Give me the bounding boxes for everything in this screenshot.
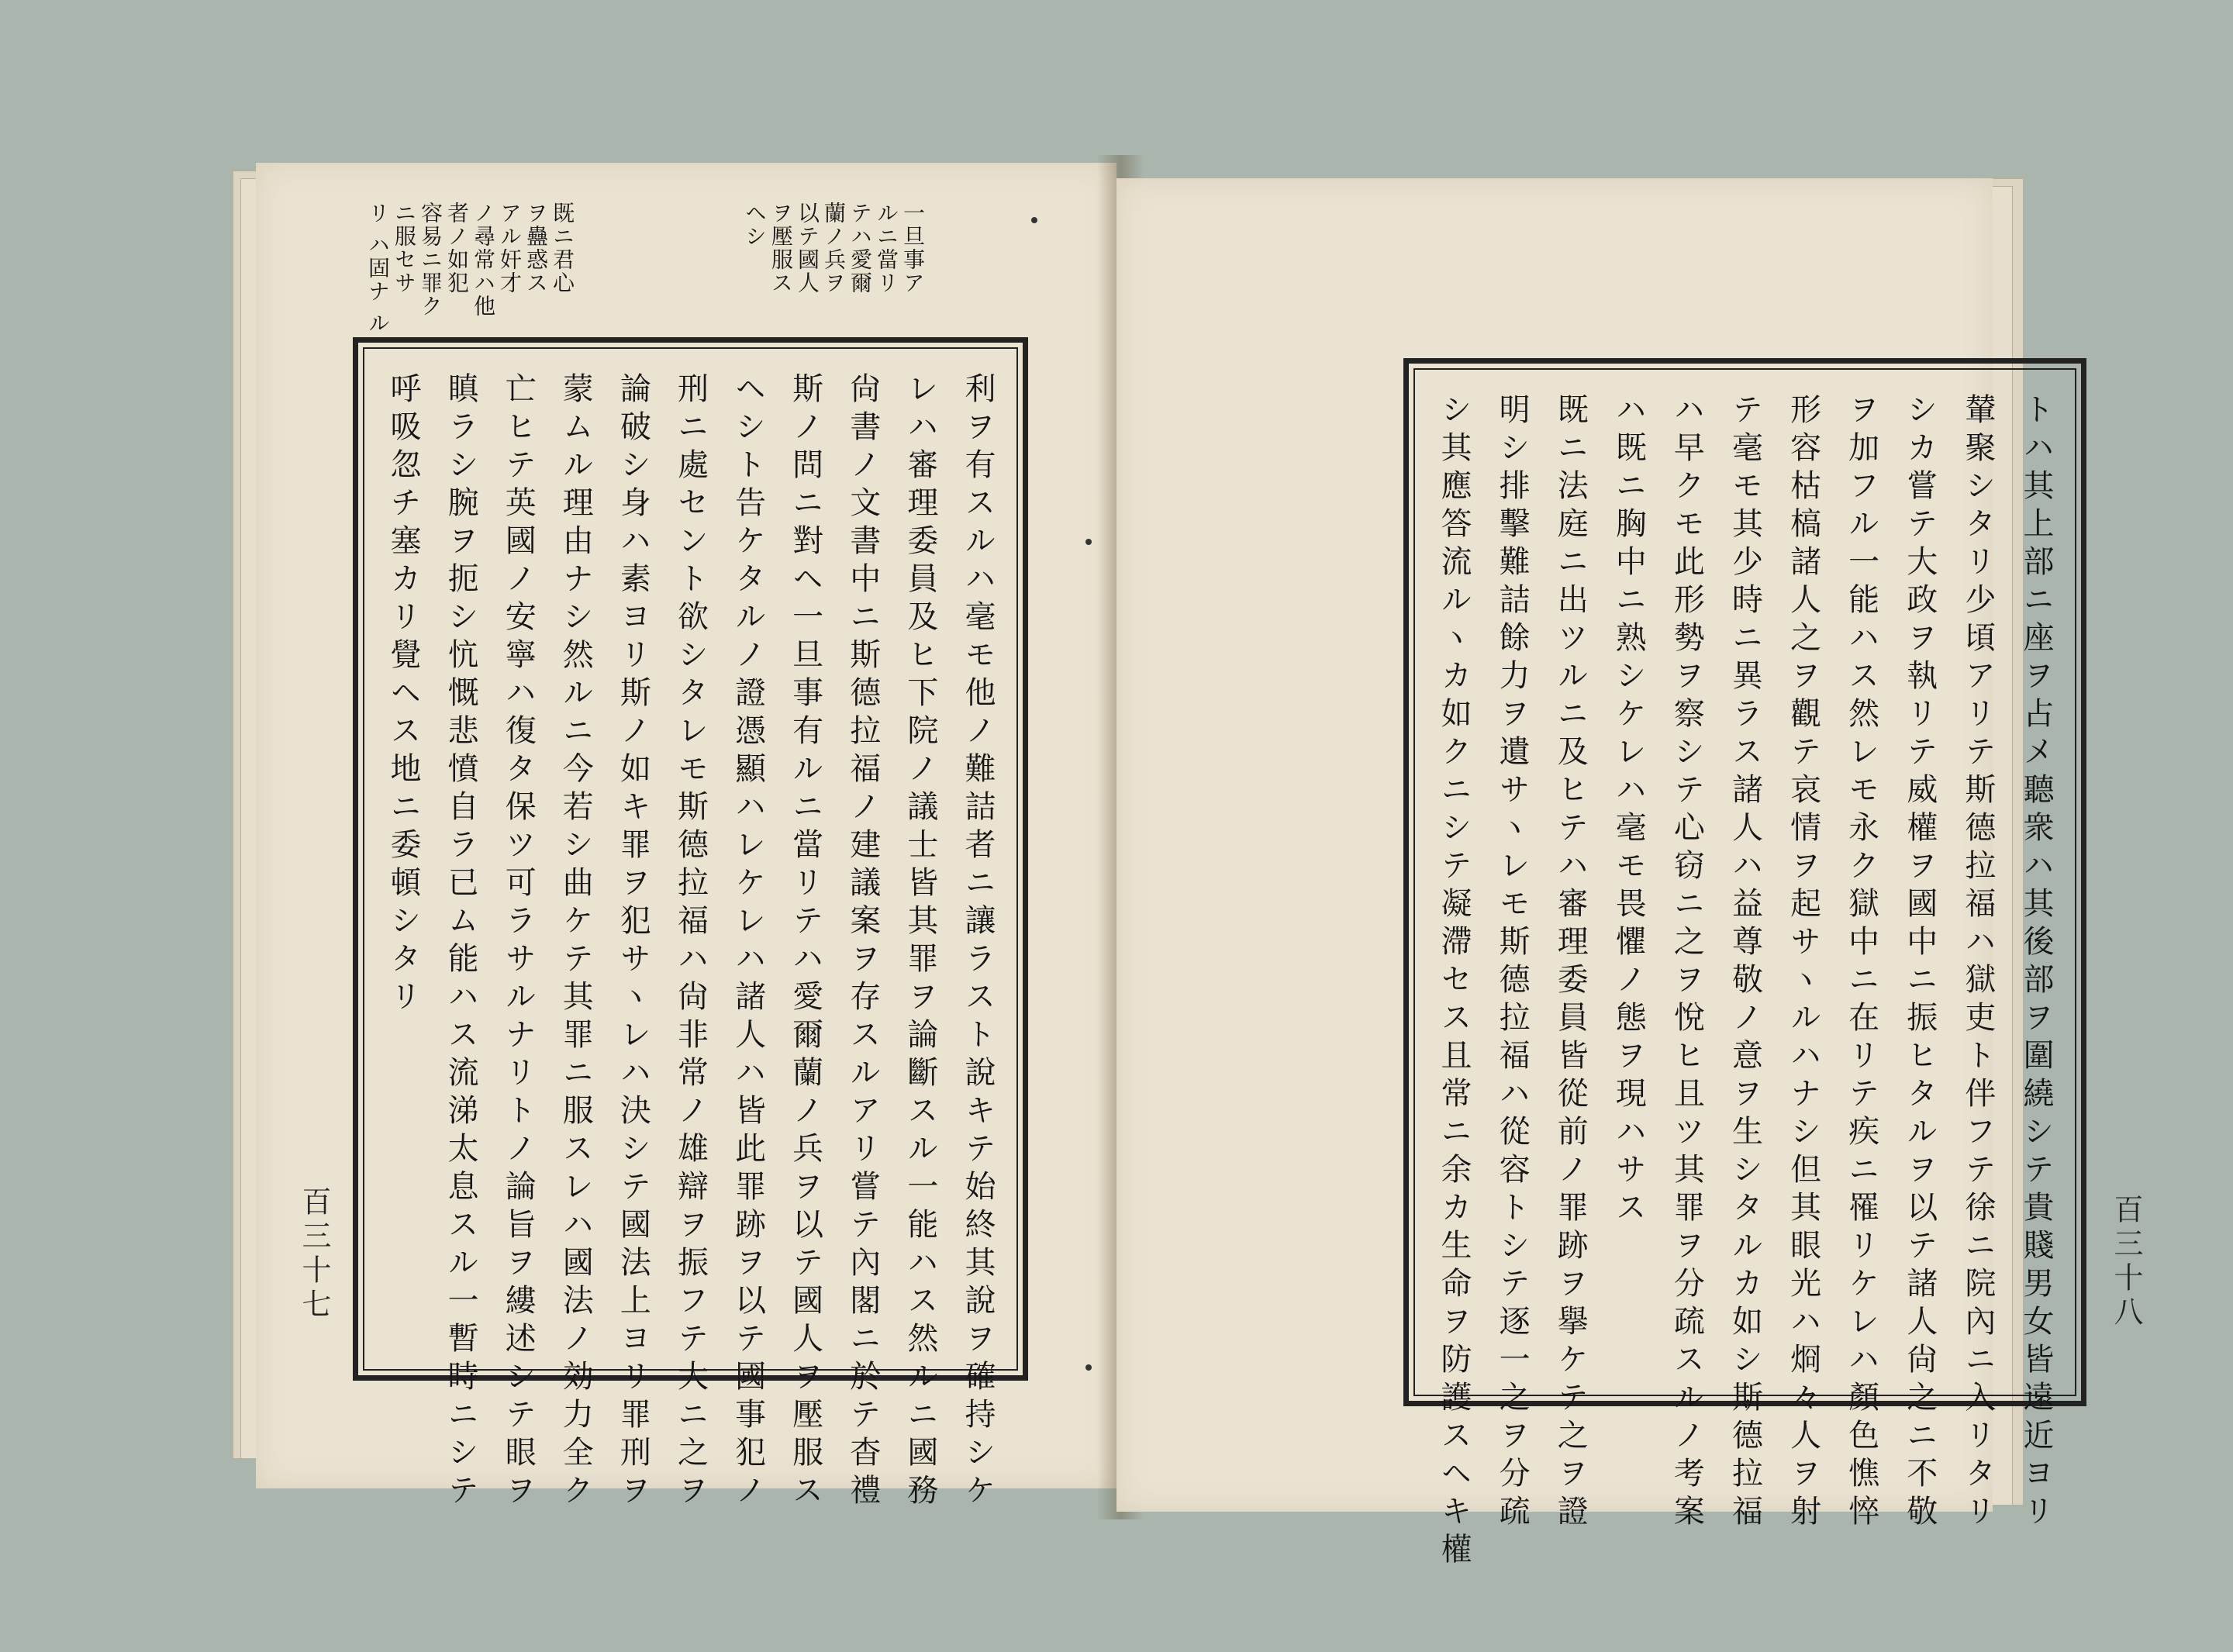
text-column: 瞋ラシ腕ヲ扼シ忼慨悲憤自ラ已ム能ハス流涕太息スル一暫時ニシテ bbox=[443, 372, 479, 1512]
text-column: 利ヲ有スルハ毫モ他ノ難詰者ニ讓ラスト說キテ始終其說ヲ確持シケ bbox=[959, 372, 996, 1512]
margin-note: ヘシ bbox=[742, 202, 768, 248]
text-frame-right bbox=[1403, 358, 2086, 1571]
binding-hole bbox=[1085, 1364, 1092, 1371]
text-column: 輦聚シタリ少頃アリテ斯德拉福ハ獄吏ト伴フテ徐ニ院內ニ入リタリ bbox=[1959, 393, 1996, 1533]
text-column: テ毫モ其少時ニ異ラス諸人ハ益尊敬ノ意ヲ生シタルカ如シ斯德拉福 bbox=[1727, 393, 1763, 1533]
margin-note: ノ尋常ハ他 bbox=[471, 202, 496, 318]
text-columns-left bbox=[385, 372, 996, 1512]
margin-note: ヲ蠱惑ス bbox=[523, 202, 549, 295]
margin-note: テハ愛爾 bbox=[847, 202, 873, 295]
page-number-right: 百三十八 bbox=[2109, 1194, 2143, 1330]
margin-note: 容易ニ罪ク bbox=[418, 202, 443, 318]
text-column: 蒙ムル理由ナシ然ルニ今若シ曲ケテ其罪ニ服スレハ國法ノ効力全ク bbox=[557, 372, 594, 1512]
margin-note: 以テ國人 bbox=[795, 202, 820, 295]
margin-note: 一旦事ア bbox=[900, 202, 926, 295]
text-column: 斯ノ問ニ對ヘ一旦事有ルニ當リテハ愛爾蘭ノ兵ヲ以テ國人ヲ壓服ス bbox=[787, 372, 823, 1512]
text-column: 論破シ身ハ素ヨリ斯ノ如キ罪ヲ犯サヽレハ決シテ國法上ヨリ罪刑ヲ bbox=[615, 372, 651, 1512]
binding-hole bbox=[1031, 217, 1037, 223]
text-column: ハ既ニ胸中ニ熟シケレハ毫モ畏懼ノ態ヲ現ハサス bbox=[1610, 393, 1647, 1229]
margin-note: 者ノ如犯 bbox=[444, 202, 470, 295]
margin-note: リ ハ固ナ ル bbox=[365, 202, 391, 335]
text-column: 刑ニ處セント欲シタレモ斯德拉福ハ尙非常ノ雄辯ヲ振フテ大ニ之ヲ bbox=[672, 372, 709, 1512]
text-column: トハ其上部ニ座ヲ占メ聽衆ハ其後部ヲ圍繞シテ貴賤男女皆遠近ヨリ bbox=[2017, 393, 2054, 1533]
margin-note: ヲ壓服ス bbox=[768, 202, 794, 295]
text-column: レハ審理委員及ヒ下院ノ議士皆其罪ヲ論斷スル一能ハス然ルニ國務 bbox=[902, 372, 938, 1512]
margin-notes-b bbox=[739, 202, 926, 295]
margin-notes-a bbox=[362, 202, 573, 335]
text-column: 亡ヒテ英國ノ安寧ハ復タ保ツ可ラサルナリトノ論旨ヲ縷述シテ眼ヲ bbox=[500, 372, 537, 1512]
margin-note: ニ服セサ bbox=[392, 202, 417, 295]
margin-note: 蘭ノ兵ヲ bbox=[821, 202, 847, 295]
binding-hole bbox=[1085, 539, 1092, 545]
page-number-left: 百三十七 bbox=[297, 1186, 331, 1323]
text-column: 尙書ノ文書中ニ斯德拉福ノ建議案ヲ存スルアリ嘗テ內閣ニ於テ杳禮 bbox=[844, 372, 881, 1512]
text-column: 既ニ法庭ニ出ツルニ及ヒテハ審理委員皆從前ノ罪跡ヲ擧ケテ之ヲ證 bbox=[1552, 393, 1589, 1533]
margin-note: アル奸才 bbox=[497, 202, 523, 295]
text-column: ヲ加フル一能ハス然レモ永ク獄中ニ在リテ疾ニ罹リケレハ顏色憔悴 bbox=[1843, 393, 1879, 1533]
text-column: ヘシト告ケタルノ證憑顯ハレケレハ諸人ハ皆此罪跡ヲ以テ國事犯ノ bbox=[730, 372, 766, 1512]
text-column: 明シ排擊難詰餘力ヲ遺サヽレモ斯德拉福ハ從容トシテ逐一之ヲ分疏 bbox=[1494, 393, 1531, 1533]
open-book bbox=[233, 155, 2143, 1571]
text-column: ハ早クモ此形勢ヲ察シテ心窃ニ之ヲ悅ヒ且ツ其罪ヲ分疏スルノ考案 bbox=[1669, 393, 1705, 1533]
left-page bbox=[256, 163, 1116, 1512]
text-columns-right bbox=[1436, 393, 2054, 1571]
margin-note: ルニ當リ bbox=[874, 202, 899, 295]
text-column: 呼吸忽チ塞カリ覺ヘス地ニ委頓シタリ bbox=[385, 372, 421, 1018]
right-page bbox=[1116, 178, 2143, 1571]
text-frame-left bbox=[353, 337, 1028, 1512]
margin-note: 既ニ君心 bbox=[550, 202, 575, 295]
text-column: シ其應答流ルヽカ如クニシテ凝滯セス且常ニ余カ生命ヲ防護スヘキ權 bbox=[1436, 393, 1472, 1571]
text-column: シカ嘗テ大政ヲ執リテ威權ヲ國中ニ振ヒタルヲ以テ諸人尙之ニ不敬 bbox=[1901, 393, 1938, 1533]
text-column: 形容枯槁諸人之ヲ觀テ哀情ヲ起サヽルハナシ但其眼光ハ烱々人ヲ射 bbox=[1785, 393, 1821, 1533]
